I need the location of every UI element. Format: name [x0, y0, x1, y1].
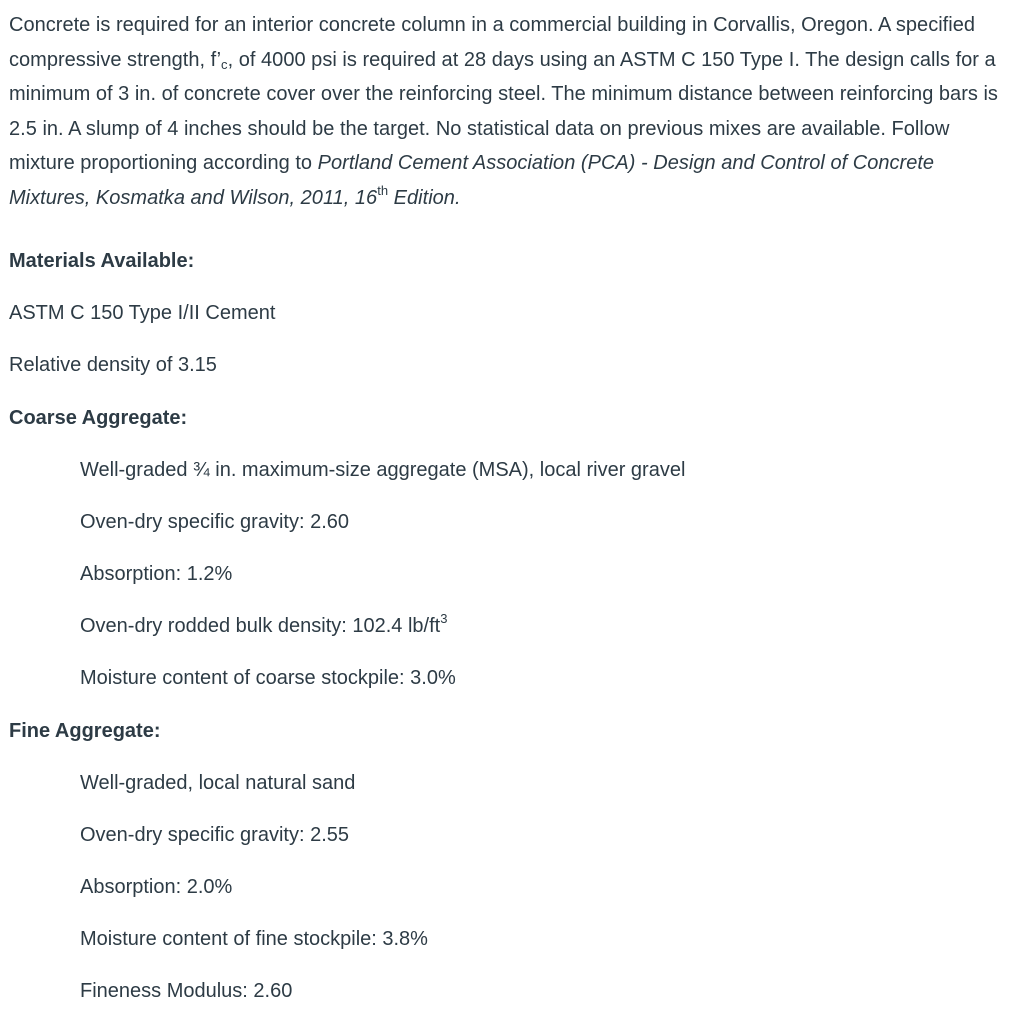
coarse-item-description: Well-graded ¾ in. maximum-size aggregate (MSA), local river gravel: [80, 459, 686, 481]
coarse-item-moisture: Moisture content of coarse stockpile: 3.0%: [80, 667, 456, 689]
intro-text-part1: Concrete is required for an interior concrete column in a commercial building in Corvallis, Oregon. A specified compressive strength, f’: [9, 14, 976, 71]
pca-reference: Portland Cement Association (PCA) - Design and Control of Concrete Mixtures, Kosmatka and Wilson, 2011, 16: [9, 152, 935, 209]
cement-density: Relative density of 3.15: [9, 354, 217, 376]
fine-item-description: Well-graded, local natural sand: [80, 772, 356, 794]
coarse-item-bulk-density: [80, 611, 448, 638]
fine-item-specific-gravity: Oven-dry specific gravity: 2.55: [80, 824, 349, 846]
materials-heading: Materials Available:: [9, 250, 195, 272]
edition-superscript: th: [377, 182, 389, 198]
cubed-superscript: 3: [440, 611, 448, 626]
fine-item-moisture: Moisture content of fine stockpile: 3.8%: [80, 928, 428, 950]
coarse-item-specific-gravity: Oven-dry specific gravity: 2.60: [80, 511, 349, 533]
problem-statement-page: [0, 8, 1014, 1032]
intro-text-part2: , of 4000 psi is required at 28 days using an ASTM C 150 Type I. The design calls for a minimum of 3 in. of concrete cover over the reinforcing steel. The minimum distance between reinforcing bars is 2.5 in. A slump of 4 inches should be the target. No statistical data on previous mixes are available. Follow mixture proportioning according to: [9, 48, 998, 175]
edition-tail: Edition.: [388, 186, 461, 209]
fine-item-fineness-modulus: Fineness Modulus: 2.60: [80, 980, 293, 1002]
intro-paragraph: [9, 8, 1008, 216]
fc-subscript: c: [221, 56, 228, 72]
fine-item-absorption: Absorption: 2.0%: [80, 876, 233, 898]
bulk-density-text: Oven-dry rodded bulk density: 102.4 lb/ft: [80, 615, 441, 637]
cement-type: ASTM C 150 Type I/II Cement: [9, 302, 276, 324]
coarse-aggregate-heading: Coarse Aggregate:: [9, 407, 188, 429]
fine-aggregate-heading: Fine Aggregate:: [9, 720, 161, 742]
coarse-item-absorption: Absorption: 1.2%: [80, 563, 233, 585]
